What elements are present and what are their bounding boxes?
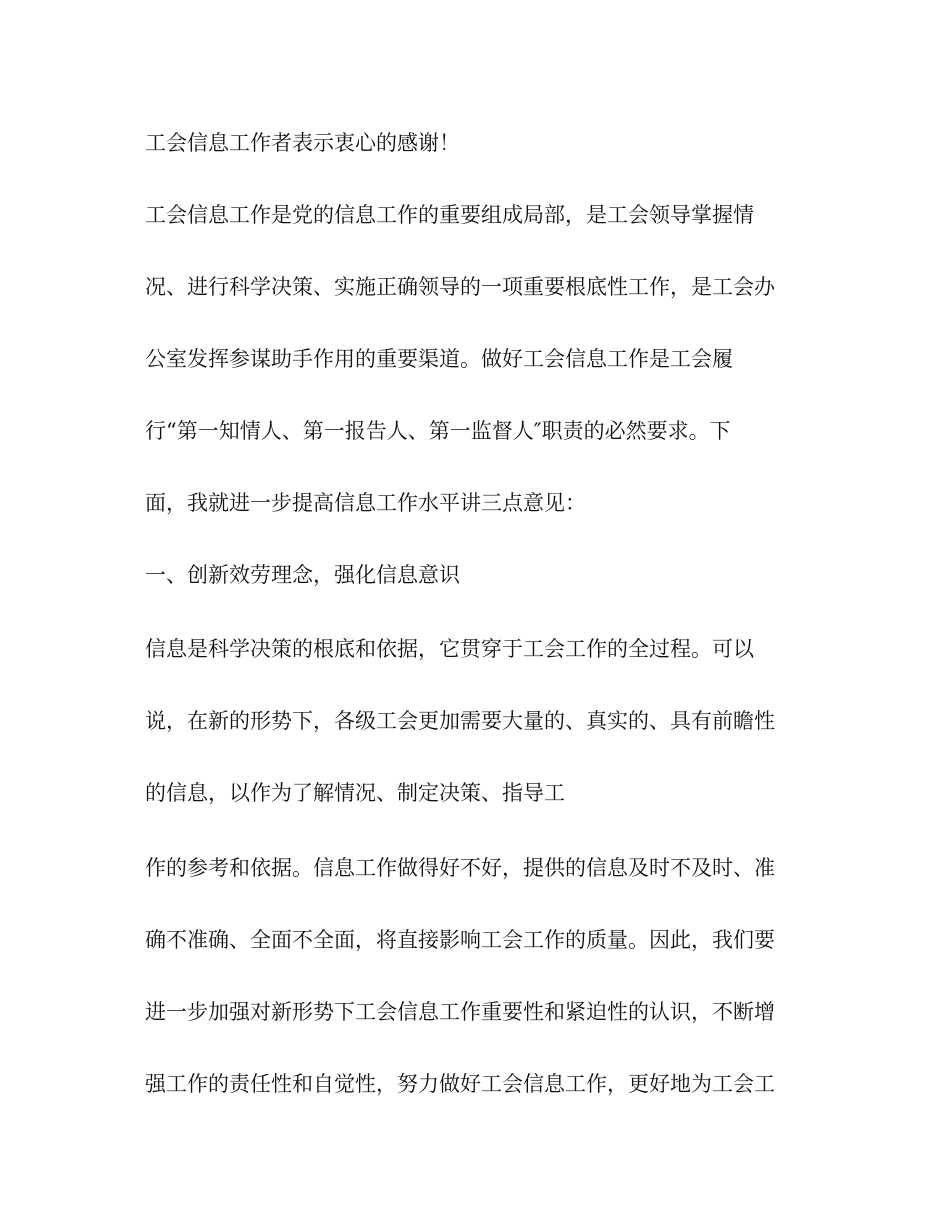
text-line: 况、进行科学决策、实施正确领导的一项重要根底性工作，是工会办 — [145, 275, 775, 299]
section-heading: 一、创新效劳理念，强化信息意识 — [145, 563, 460, 587]
text-line: 进一步加强对新形势下工会信息工作重要性和紧迫性的认识，不断增 — [145, 1000, 775, 1024]
text-line: 行“第一知情人、第一报告人、第一监督人″职责的必然要求。下 — [145, 419, 731, 443]
text-line: 信息是科学决策的根底和依据，它贯穿于工会工作的全过程。可以 — [145, 637, 754, 661]
text-line: 工会信息工作是党的信息工作的重要组成局部，是工会领导掌握情 — [145, 203, 754, 227]
text-line: 公室发挥参谋助手作用的重要渠道。做好工会信息工作是工会履 — [145, 347, 733, 371]
text-line: 说，在新的形势下，各级工会更加需要大量的、真实的、具有前瞻性 — [145, 709, 775, 733]
text-line: 确不准确、全面不全面，将直接影响工会工作的质量。因此，我们要 — [145, 928, 775, 952]
text-line: 强工作的责任性和自觉性，努力做好工会信息工作，更好地为工会工 — [145, 1072, 775, 1096]
text-line: 工会信息工作者表示衷心的感谢！ — [145, 131, 460, 155]
text-line: 作的参考和依据。信息工作做得好不好，提供的信息及时不及时、准 — [145, 856, 775, 880]
text-line: 面，我就进一步提高信息工作水平讲三点意见： — [145, 491, 586, 515]
text-line: 的信息，以作为了解情况、制定决策、指导工 — [145, 781, 565, 805]
